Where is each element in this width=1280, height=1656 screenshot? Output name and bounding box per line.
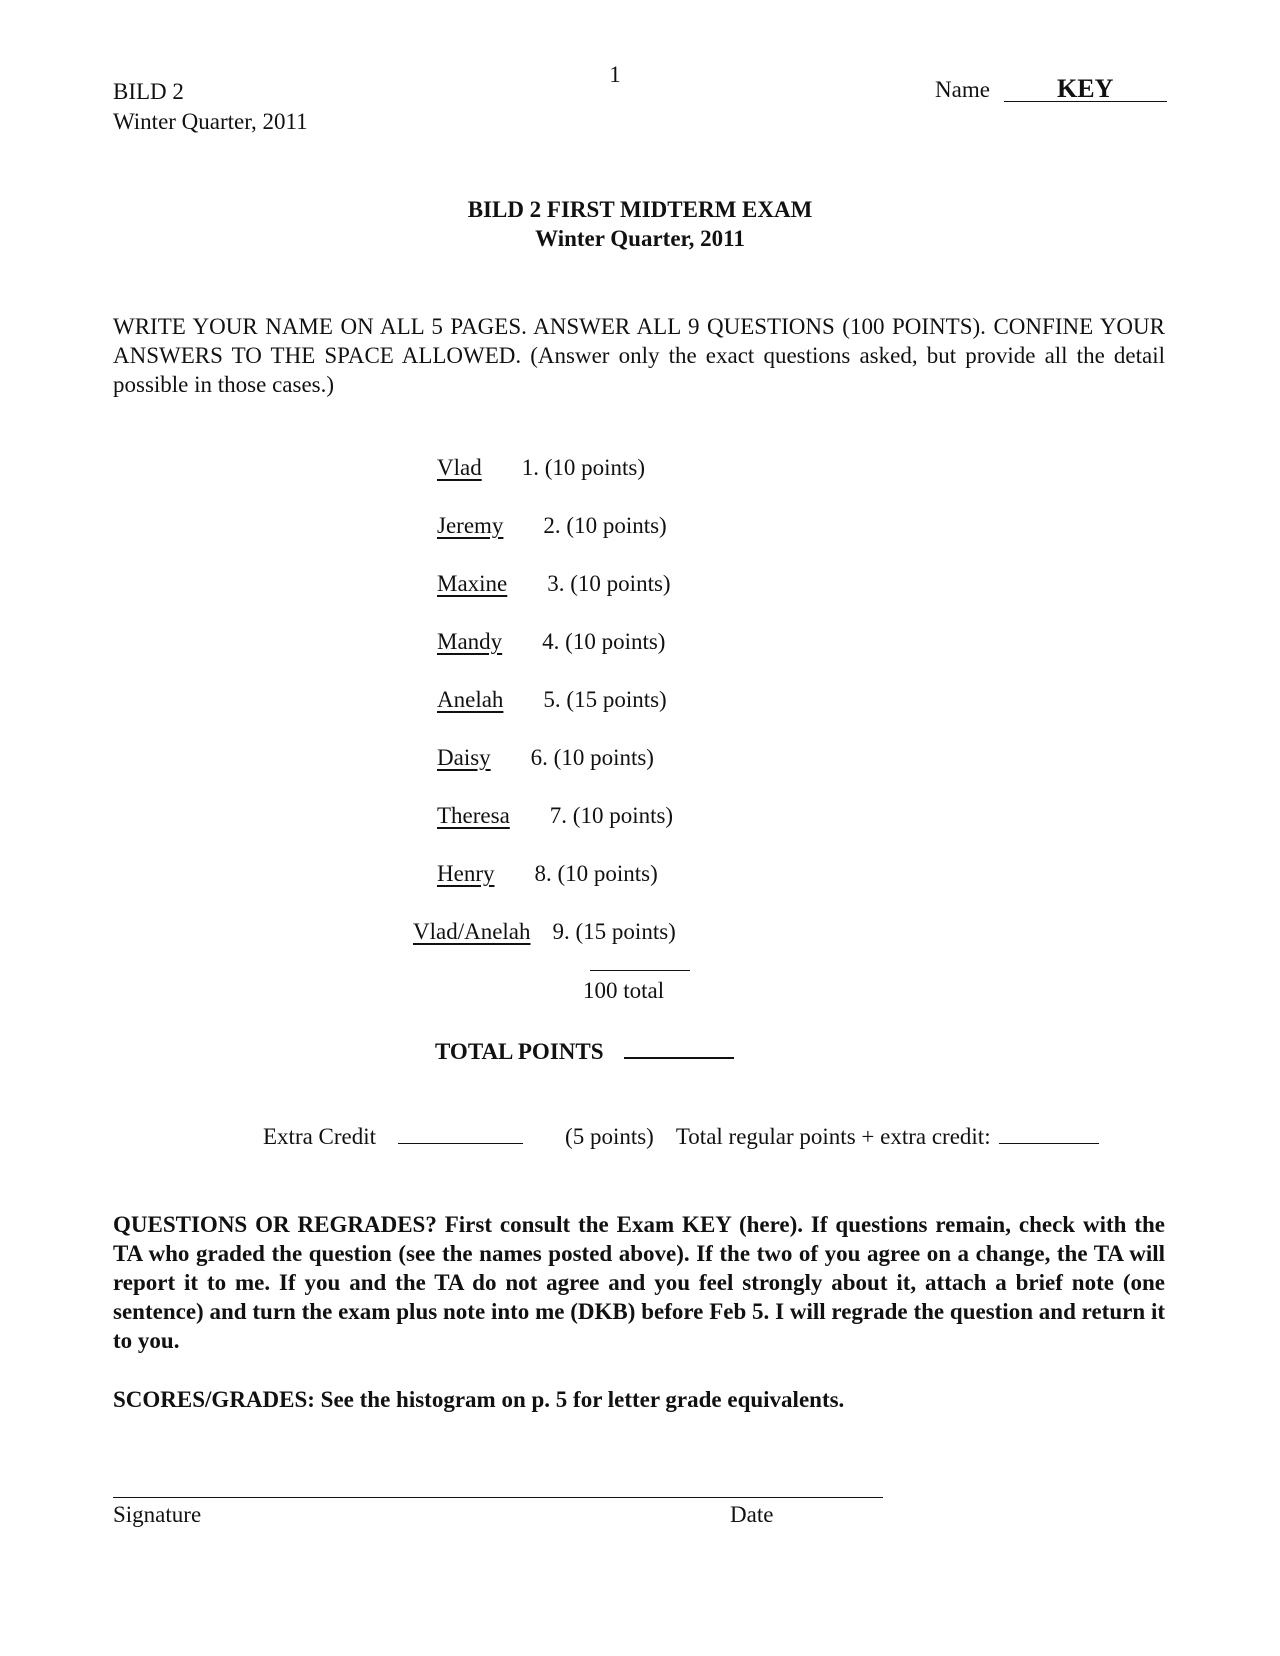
question-points: 3. (10 points): [547, 571, 671, 596]
exam-title: [0, 195, 1280, 253]
total-points-label: TOTAL POINTS: [435, 1039, 604, 1064]
extra-credit-points: (5 points): [565, 1124, 654, 1149]
grader-name: Anelah: [437, 687, 504, 712]
question-row: [413, 455, 676, 513]
question-points: 8. (10 points): [534, 861, 658, 886]
exam-title-line1: BILD 2 FIRST MIDTERM EXAM: [467, 197, 813, 222]
question-row: [413, 571, 676, 629]
question-row: [413, 745, 676, 803]
exam-title-line2: Winter Quarter, 2011: [535, 226, 745, 251]
signature-label: Signature: [113, 1502, 202, 1527]
question-points: 5. (15 points): [543, 687, 667, 712]
total-points: [435, 1037, 734, 1065]
question-points: 9. (15 points): [552, 919, 676, 944]
name-field: [935, 74, 1167, 103]
sum-rule: [590, 970, 690, 971]
grader-name: Theresa: [437, 803, 510, 828]
grader-name: Henry: [437, 861, 495, 886]
total-points-blank: [624, 1037, 734, 1059]
question-row: [413, 919, 676, 977]
grader-name: Vlad: [437, 455, 482, 480]
name-label: Name: [935, 77, 990, 102]
grader-name: Vlad/Anelah: [413, 919, 531, 944]
course-code: BILD 2: [113, 79, 184, 104]
question-row: [413, 861, 676, 919]
question-row: [413, 513, 676, 571]
question-row: [413, 629, 676, 687]
question-points: 4. (10 points): [542, 629, 666, 654]
regrade-instructions: QUESTIONS OR REGRADES? First consult the Exam KEY (here). If questions remain, check with the TA who graded the question (see the names posted above). If the two of you agree on a change, the TA will report it to me. If you and the TA do not agree and you feel strongly about it, attach a brief note (one sentence) and turn the exam plus note into me (DKB) before Feb 5. I will regrade the question and return it to you.: [113, 1212, 1165, 1353]
extra-total-blank: [999, 1125, 1099, 1144]
question-points: 1. (10 points): [521, 455, 646, 480]
extra-credit-row: [263, 1124, 1099, 1150]
grader-name: Daisy: [437, 745, 491, 770]
question-grader-list: [413, 455, 676, 977]
grader-name: Mandy: [437, 629, 503, 654]
signature-line: [113, 1497, 883, 1498]
question-points: 6. (10 points): [530, 745, 654, 770]
page-number: 1: [609, 62, 621, 87]
question-row: [413, 687, 676, 745]
extra-credit-blank: [398, 1125, 523, 1144]
extra-credit-label: Extra Credit: [263, 1124, 377, 1149]
grader-name: Maxine: [437, 571, 508, 596]
name-value: KEY: [1004, 77, 1167, 102]
scores-note: SCORES/GRADES: See the histogram on p. 5 for letter grade equivalents.: [113, 1387, 845, 1412]
question-points: 7. (10 points): [549, 803, 674, 828]
date-label: Date: [730, 1502, 774, 1527]
course-term: Winter Quarter, 2011: [113, 109, 308, 134]
total-line: 100 total: [583, 978, 665, 1003]
instructions: WRITE YOUR NAME ON ALL 5 PAGES. ANSWER ALL 9 QUESTIONS (100 POINTS). CONFINE YOUR ANSWERS TO THE SPACE ALLOWED. (Answer only the exact questions asked, but provide all the detail possible in those cases.): [113, 314, 1165, 397]
question-points: 2. (10 points): [543, 513, 667, 538]
extra-total-label: Total regular points + extra credit:: [675, 1124, 991, 1149]
grader-name: Jeremy: [437, 513, 504, 538]
question-row: [413, 803, 676, 861]
